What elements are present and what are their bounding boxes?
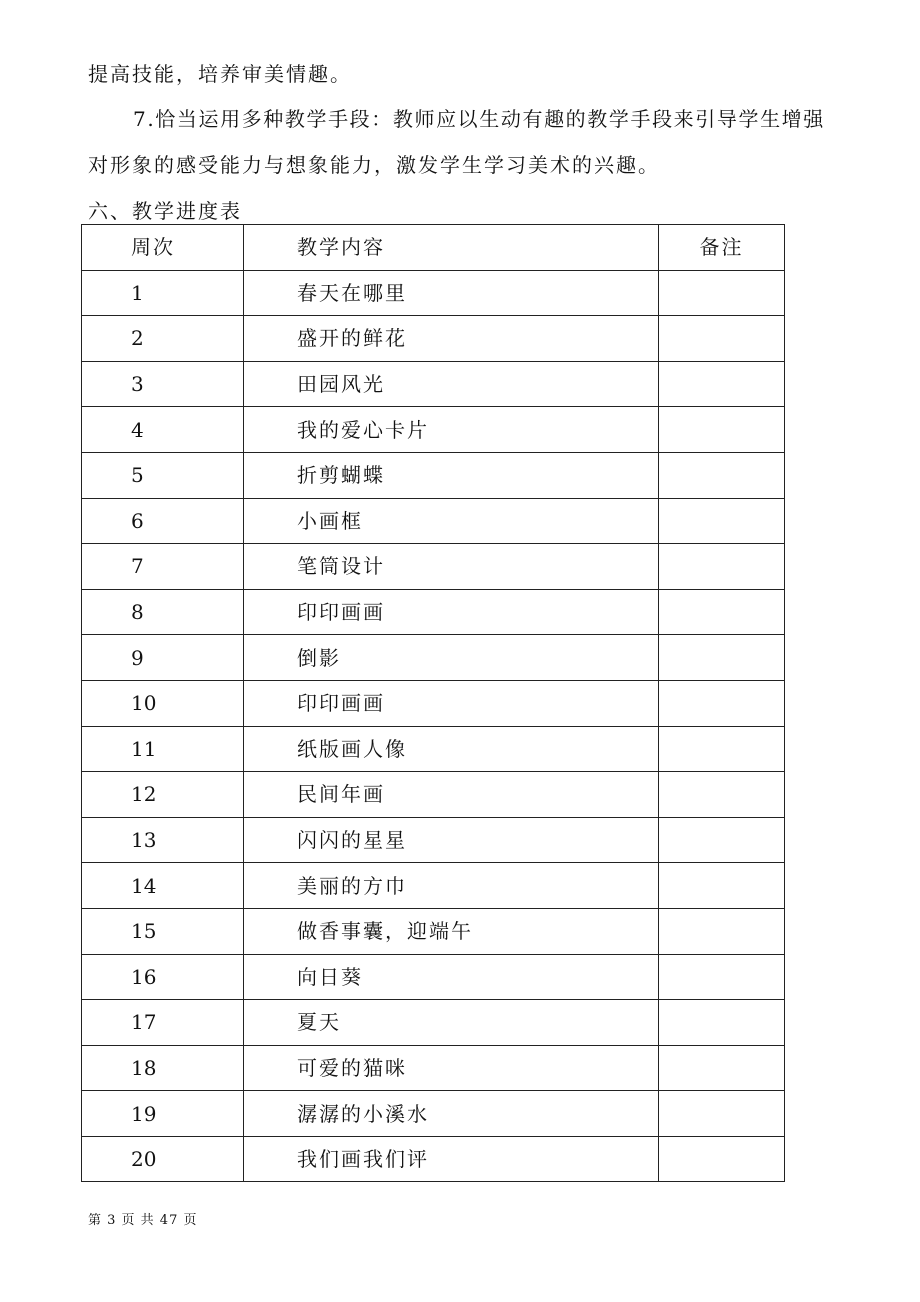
remarks-cell: [659, 270, 785, 316]
table-row: [82, 589, 785, 635]
week-cell: 2: [82, 316, 244, 362]
week-cell: 11: [82, 726, 244, 772]
paragraph-line: 对形象的感受能力与想象能力，激发学生学习美术的兴趣。: [88, 153, 660, 177]
week-cell: 1: [82, 270, 244, 316]
content-cell: 闪闪的星星: [244, 817, 659, 863]
content-cell: 我的爱心卡片: [244, 407, 659, 453]
content-cell: 做香事囊，迎端午: [244, 908, 659, 954]
content-cell: 倒影: [244, 635, 659, 681]
remarks-cell: [659, 817, 785, 863]
content-cell: 印印画画: [244, 680, 659, 726]
table-row: [82, 680, 785, 726]
paragraph-line: 7.恰当运用多种教学手段：教师应以生动有趣的教学手段来引导学生增强: [133, 107, 825, 131]
table-row: [82, 863, 785, 909]
content-cell: 美丽的方巾: [244, 863, 659, 909]
content-cell: 小画框: [244, 498, 659, 544]
remarks-cell: [659, 544, 785, 590]
content-cell: 田园风光: [244, 361, 659, 407]
remarks-cell: [659, 1091, 785, 1137]
remarks-cell: [659, 954, 785, 1000]
remarks-cell: [659, 772, 785, 818]
remarks-cell: [659, 498, 785, 544]
week-cell: 7: [82, 544, 244, 590]
table-row: [82, 1000, 785, 1046]
content-cell: 可爱的猫咪: [244, 1045, 659, 1091]
content-cell: 我们画我们评: [244, 1136, 659, 1182]
week-cell: 18: [82, 1045, 244, 1091]
remarks-cell: [659, 908, 785, 954]
remarks-cell: [659, 589, 785, 635]
remarks-cell: [659, 1136, 785, 1182]
table-row: [82, 908, 785, 954]
header-week: 周次: [82, 225, 244, 271]
table-row: [82, 1136, 785, 1182]
week-cell: 6: [82, 498, 244, 544]
week-cell: 19: [82, 1091, 244, 1137]
week-cell: 4: [82, 407, 244, 453]
content-cell: 印印画画: [244, 589, 659, 635]
remarks-cell: [659, 680, 785, 726]
schedule-table: [81, 224, 785, 1182]
table-header-row: [82, 225, 785, 271]
section-heading: 六、教学进度表: [88, 199, 242, 223]
header-remarks: 备注: [659, 225, 785, 271]
remarks-cell: [659, 407, 785, 453]
remarks-cell: [659, 1000, 785, 1046]
week-cell: 3: [82, 361, 244, 407]
table-row: [82, 954, 785, 1000]
remarks-cell: [659, 726, 785, 772]
table-row: [82, 452, 785, 498]
paragraph-line: 提高技能，培养审美情趣。: [88, 62, 352, 86]
table-row: [82, 726, 785, 772]
remarks-cell: [659, 863, 785, 909]
week-cell: 12: [82, 772, 244, 818]
remarks-cell: [659, 1045, 785, 1091]
week-cell: 5: [82, 452, 244, 498]
week-cell: 8: [82, 589, 244, 635]
content-cell: 纸版画人像: [244, 726, 659, 772]
content-cell: 民间年画: [244, 772, 659, 818]
table-row: [82, 270, 785, 316]
table-row: [82, 1091, 785, 1137]
week-cell: 16: [82, 954, 244, 1000]
table-row: [82, 544, 785, 590]
week-cell: 15: [82, 908, 244, 954]
table-row: [82, 361, 785, 407]
header-content: 教学内容: [244, 225, 659, 271]
week-cell: 20: [82, 1136, 244, 1182]
content-cell: 盛开的鲜花: [244, 316, 659, 362]
content-cell: 春天在哪里: [244, 270, 659, 316]
table-row: [82, 772, 785, 818]
table-row: [82, 316, 785, 362]
content-cell: 笔筒设计: [244, 544, 659, 590]
table-body: [82, 270, 785, 1182]
remarks-cell: [659, 361, 785, 407]
table-row: [82, 635, 785, 681]
content-cell: 折剪蝴蝶: [244, 452, 659, 498]
remarks-cell: [659, 452, 785, 498]
week-cell: 13: [82, 817, 244, 863]
table-row: [82, 1045, 785, 1091]
remarks-cell: [659, 316, 785, 362]
page-footer: 第 3 页 共 47 页: [88, 1213, 198, 1228]
content-cell: 潺潺的小溪水: [244, 1091, 659, 1137]
table-row: [82, 817, 785, 863]
remarks-cell: [659, 635, 785, 681]
week-cell: 17: [82, 1000, 244, 1046]
content-cell: 向日葵: [244, 954, 659, 1000]
week-cell: 14: [82, 863, 244, 909]
table-row: [82, 407, 785, 453]
week-cell: 9: [82, 635, 244, 681]
week-cell: 10: [82, 680, 244, 726]
table-row: [82, 498, 785, 544]
content-cell: 夏天: [244, 1000, 659, 1046]
